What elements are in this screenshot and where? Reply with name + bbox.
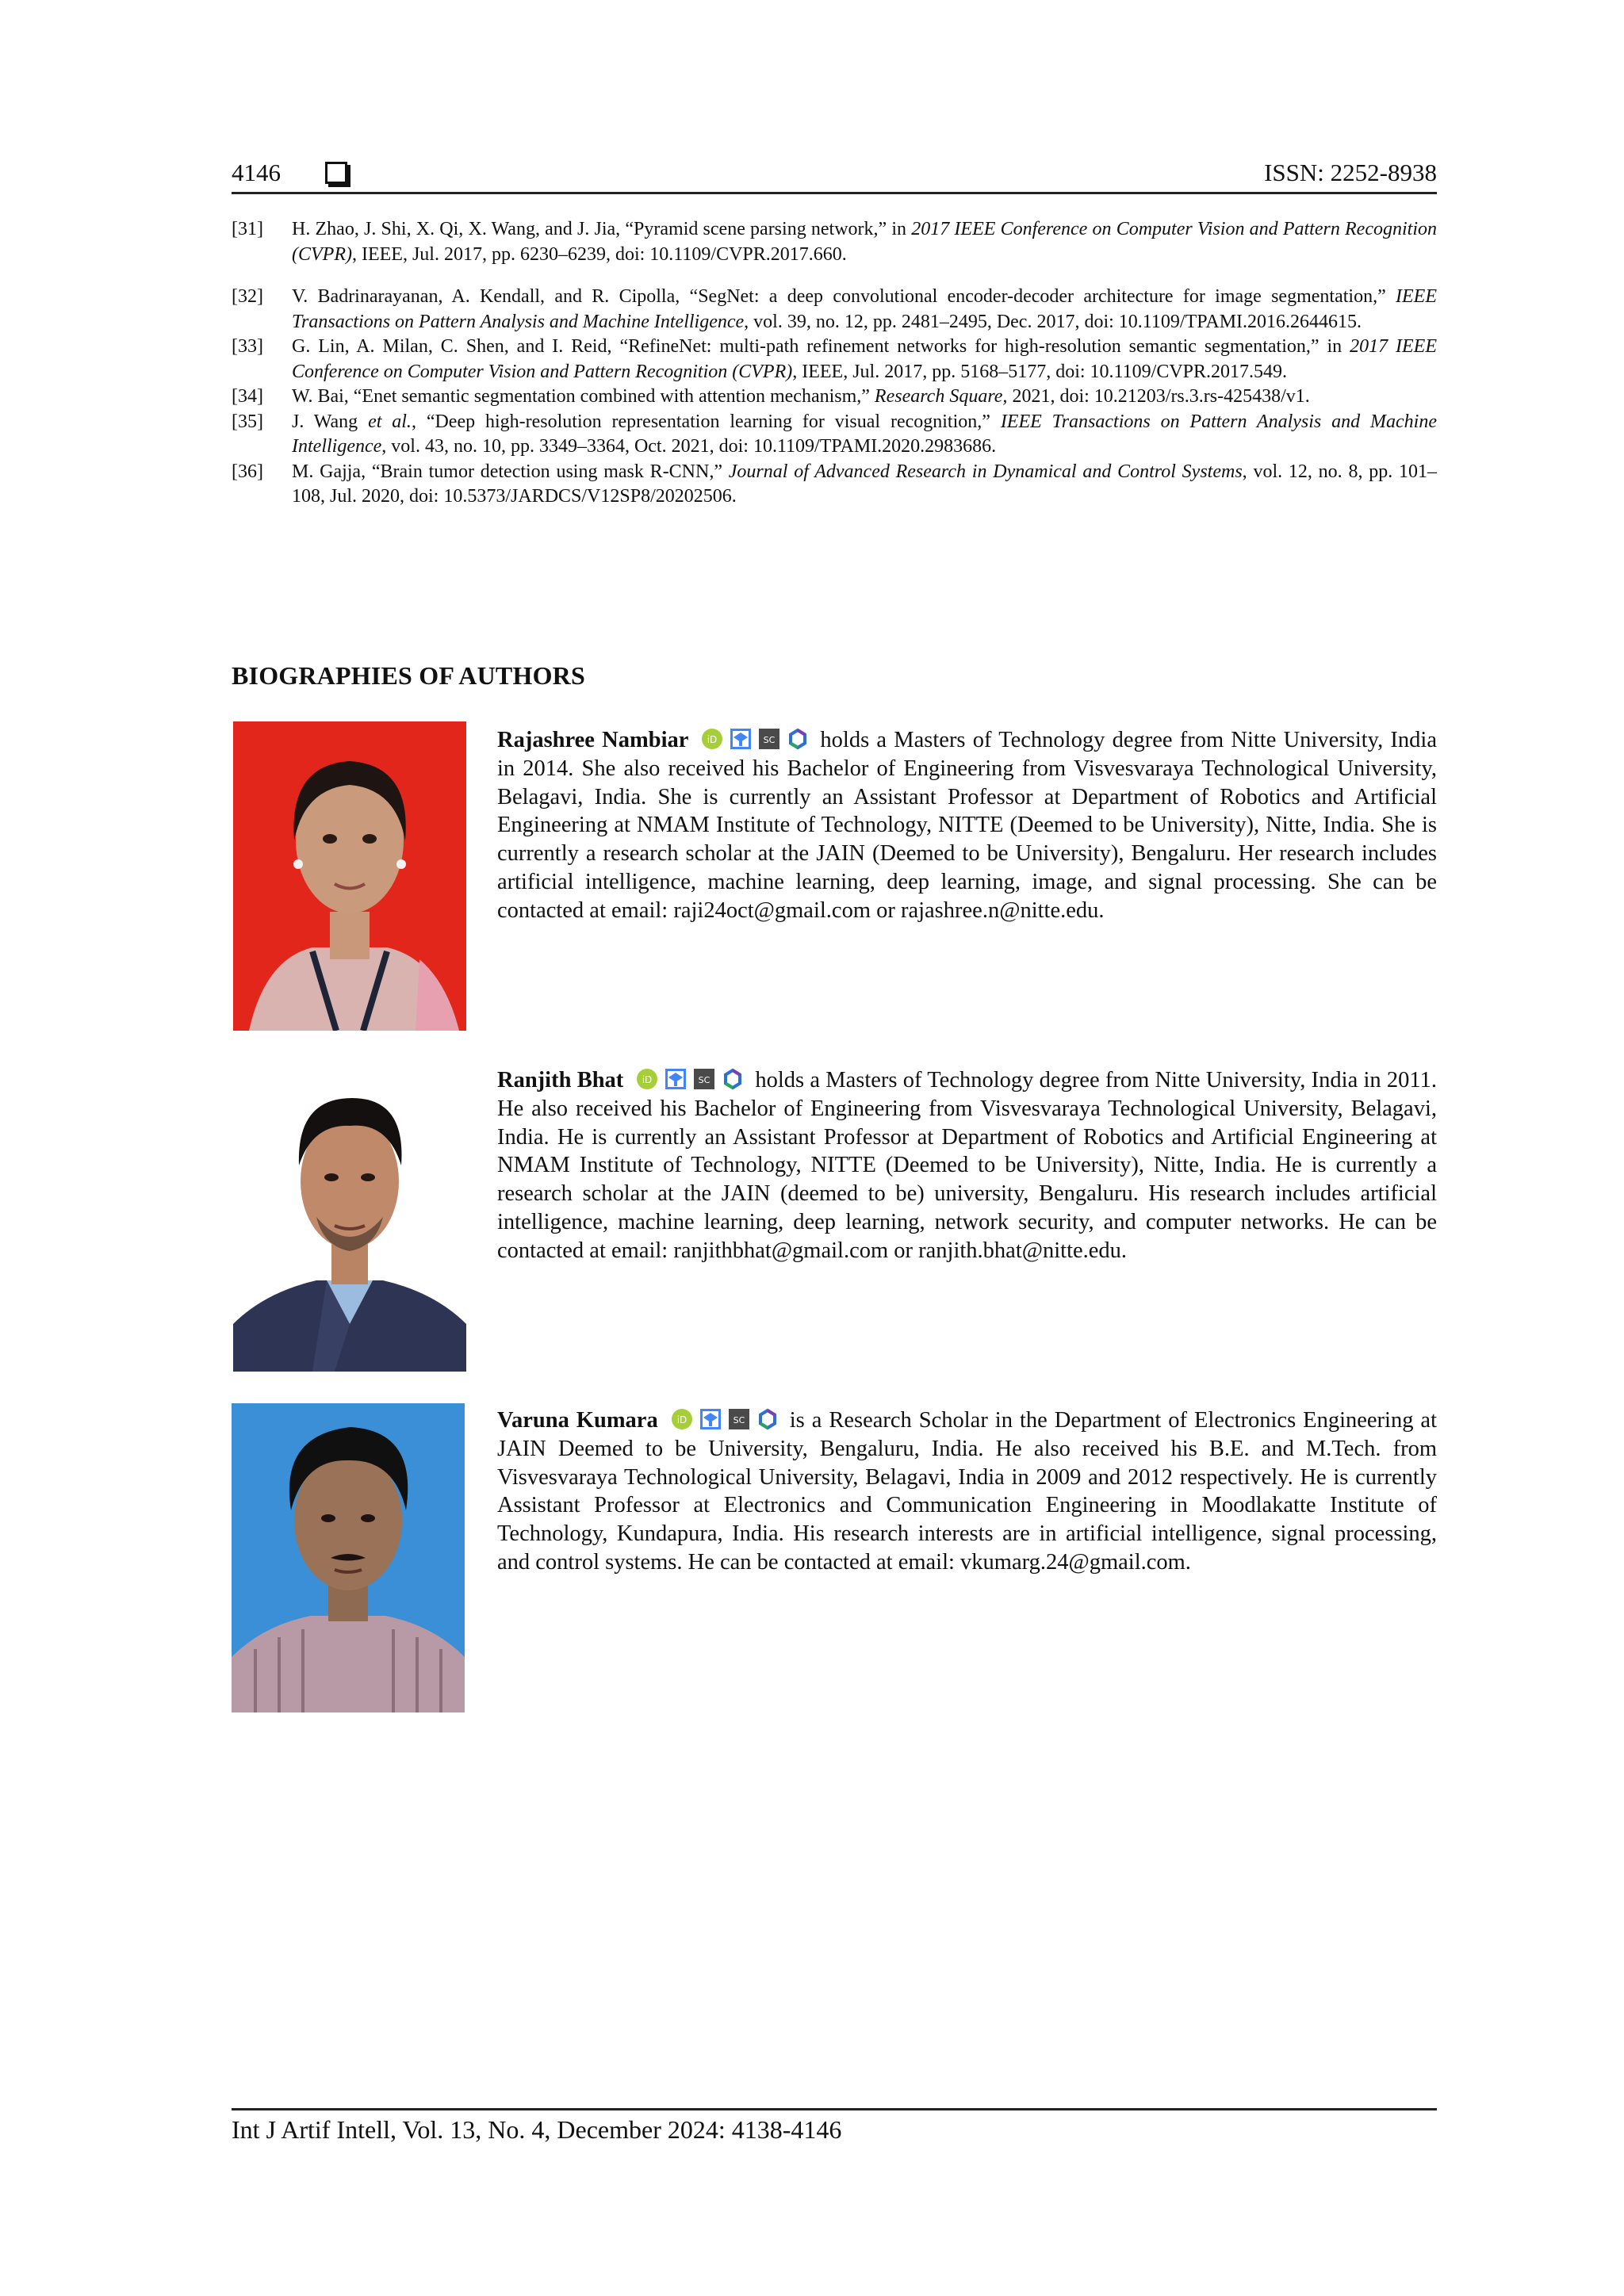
page-number: 4146 (232, 159, 281, 186)
svg-text:iD: iD (707, 734, 718, 745)
orcid-icon[interactable] (701, 728, 723, 750)
author-photo-rajashree-nambiar (233, 721, 466, 1031)
reference-text: M. Gajja, “Brain tumor detection using mask R-CNN,” Journal of Advanced Research in Dynamical and Control Systems, vol. 12, no. 8, pp. 101–108, Jul. 2020, doi: 10.5373/JARDCS/V12SP8/20202506. (292, 461, 1437, 507)
section-title: BIOGRAPHIES OF AUTHORS (232, 661, 585, 690)
author-photo-ranjith-bhat (233, 1062, 466, 1372)
page-footer (232, 2108, 1437, 2147)
author-bio (497, 1406, 1437, 1577)
svg-text:SC: SC (733, 1415, 745, 1425)
reference-number: [36] (232, 461, 263, 482)
svg-text:SC: SC (698, 1075, 710, 1085)
svg-text:SC: SC (764, 735, 776, 745)
author-name: Ranjith Bhat (497, 1068, 624, 1093)
reference-text: H. Zhao, J. Shi, X. Qi, X. Wang, and J. Jia, “Pyramid scene parsing network,” in 2017 IEEE Conference on Computer Vision and Pattern Recognition (CVPR), IEEE, Jul. 2017, pp. 6230–6239, doi: 10.1109/CVPR.2017.660. (292, 219, 1437, 265)
author-bio-text: is a Research Scholar in the Department of Electronics Engineering at JAIN Deemed to be University, Bengaluru, India. He also received his B.E. and M.Tech. from Visvesvaraya Technological University, Belagavi, India in 2009 and 2012 respectively. He is currently Assistant Professor at Electronics and Communication Engineering in Moodlakatte Institute of Technology, Kundapura, India. His research interests are in artificial intelligence, signal processing, and control systems. He can be contacted at email: vkumarg.24@gmail.com. (497, 1408, 1437, 1575)
orcid-icon[interactable] (671, 1408, 693, 1430)
footer-citation: Int J Artif Intell, Vol. 13, No. 4, December 2024: 4138-4146 (232, 2115, 842, 2144)
reference-text: G. Lin, A. Milan, C. Shen, and I. Reid, “RefineNet: multi-path refinement networks for high-resolution semantic segmentation,” in 2017 IEEE Conference on Computer Vision and Pattern Recognition (CVPR), IEEE, Jul. 2017, pp. 5168–5177, doi: 10.1109/CVPR.2017.549. (292, 336, 1437, 382)
publons-icon[interactable] (722, 1068, 744, 1090)
author-profile-icons (688, 728, 809, 752)
issn: ISSN: 2252-8938 (1264, 159, 1437, 186)
reference-list (232, 217, 1437, 510)
reference-text: J. Wang et al., “Deep high-resolution representation learning for visual recognition,” IEEE Transactions on Pattern Analysis and Machine Intelligence, vol. 43, no. 10, pp. 3349–3364, Oct. 2021, doi: 10.1109/TPAMI.2020.2983686. (292, 411, 1437, 457)
reference-text: W. Bai, “Enet semantic segmentation combined with attention mechanism,” Research Square, 2021, doi: 10.21203/rs.3.rs-425438/v1. (292, 386, 1310, 407)
google-scholar-icon[interactable] (699, 1408, 722, 1430)
author-bio (497, 1066, 1437, 1265)
svg-text:iD: iD (676, 1414, 688, 1425)
publons-icon[interactable] (787, 728, 809, 750)
google-scholar-icon[interactable] (730, 728, 752, 750)
author-bio-text: holds a Masters of Technology degree from Nitte University, India in 2014. She also received his Bachelor of Engineering from Visvesvaraya Technological University, Belagavi, India. She is currently an Assistant Professor at Department of Robotics and Artificial Engineering at NMAM Institute of Technology, NITTE (Deemed to be University), Nitte, India. She is currently a research scholar at the JAIN (Deemed to be University), Bengaluru. Her research includes artificial intelligence, machine learning, deep learning, image, and signal processing. She can be contacted at email: raji24oct@gmail.com or rajashree.n@nitte.edu. (497, 728, 1437, 923)
reference-number: [31] (232, 219, 263, 239)
scopus-icon[interactable] (758, 728, 780, 750)
svg-text:iD: iD (642, 1074, 653, 1085)
orcid-icon[interactable] (636, 1068, 658, 1090)
reference-item (232, 335, 1437, 385)
author-name: Rajashree Nambiar (497, 728, 689, 752)
scopus-icon[interactable] (693, 1068, 715, 1090)
reference-text: V. Badrinarayanan, A. Kendall, and R. Cipolla, “SegNet: a deep convolutional encoder-decoder architecture for image segmentation,” IEEE Transactions on Pattern Analysis and Machine Intelligence, vol. 39, no. 12, pp. 2481–2495, Dec. 2017, doi: 10.1109/TPAMI.2016.2644615. (292, 286, 1437, 332)
author-bio (497, 726, 1437, 925)
reference-number: [34] (232, 386, 263, 407)
author-profile-icons (658, 1408, 779, 1433)
reference-item (232, 410, 1437, 460)
reference-item (232, 460, 1437, 510)
reference-item (232, 385, 1437, 410)
reference-number: [33] (232, 336, 263, 357)
square-bullet-icon (325, 162, 347, 184)
reference-number: [32] (232, 286, 263, 307)
reference-item (232, 285, 1437, 335)
google-scholar-icon[interactable] (665, 1068, 687, 1090)
publons-icon[interactable] (756, 1408, 779, 1430)
author-bio-text: holds a Masters of Technology degree from Nitte University, India in 2011. He also received his Bachelor of Engineering from Visvesvaraya Technological University, Belagavi, India. He is currently an Assistant Professor at Department of Robotics and Artificial Engineering at NMAM Institute of Technology, NITTE (Deemed to be University), Nitte, India. He is currently a research scholar at the JAIN (deemed to be) university, Bengaluru. His research includes artificial intelligence, machine learning, deep learning, network security, and computer networks. He can be contacted at email: ranjithbhat@gmail.com or ranjith.bhat@nitte.edu. (497, 1068, 1437, 1263)
author-profile-icons (623, 1068, 744, 1093)
reference-item (232, 217, 1437, 267)
page-header (232, 154, 1437, 194)
reference-number: [35] (232, 411, 263, 432)
author-photo-varuna-kumara (232, 1403, 465, 1712)
author-name: Varuna Kumara (497, 1408, 658, 1433)
scopus-icon[interactable] (728, 1408, 750, 1430)
